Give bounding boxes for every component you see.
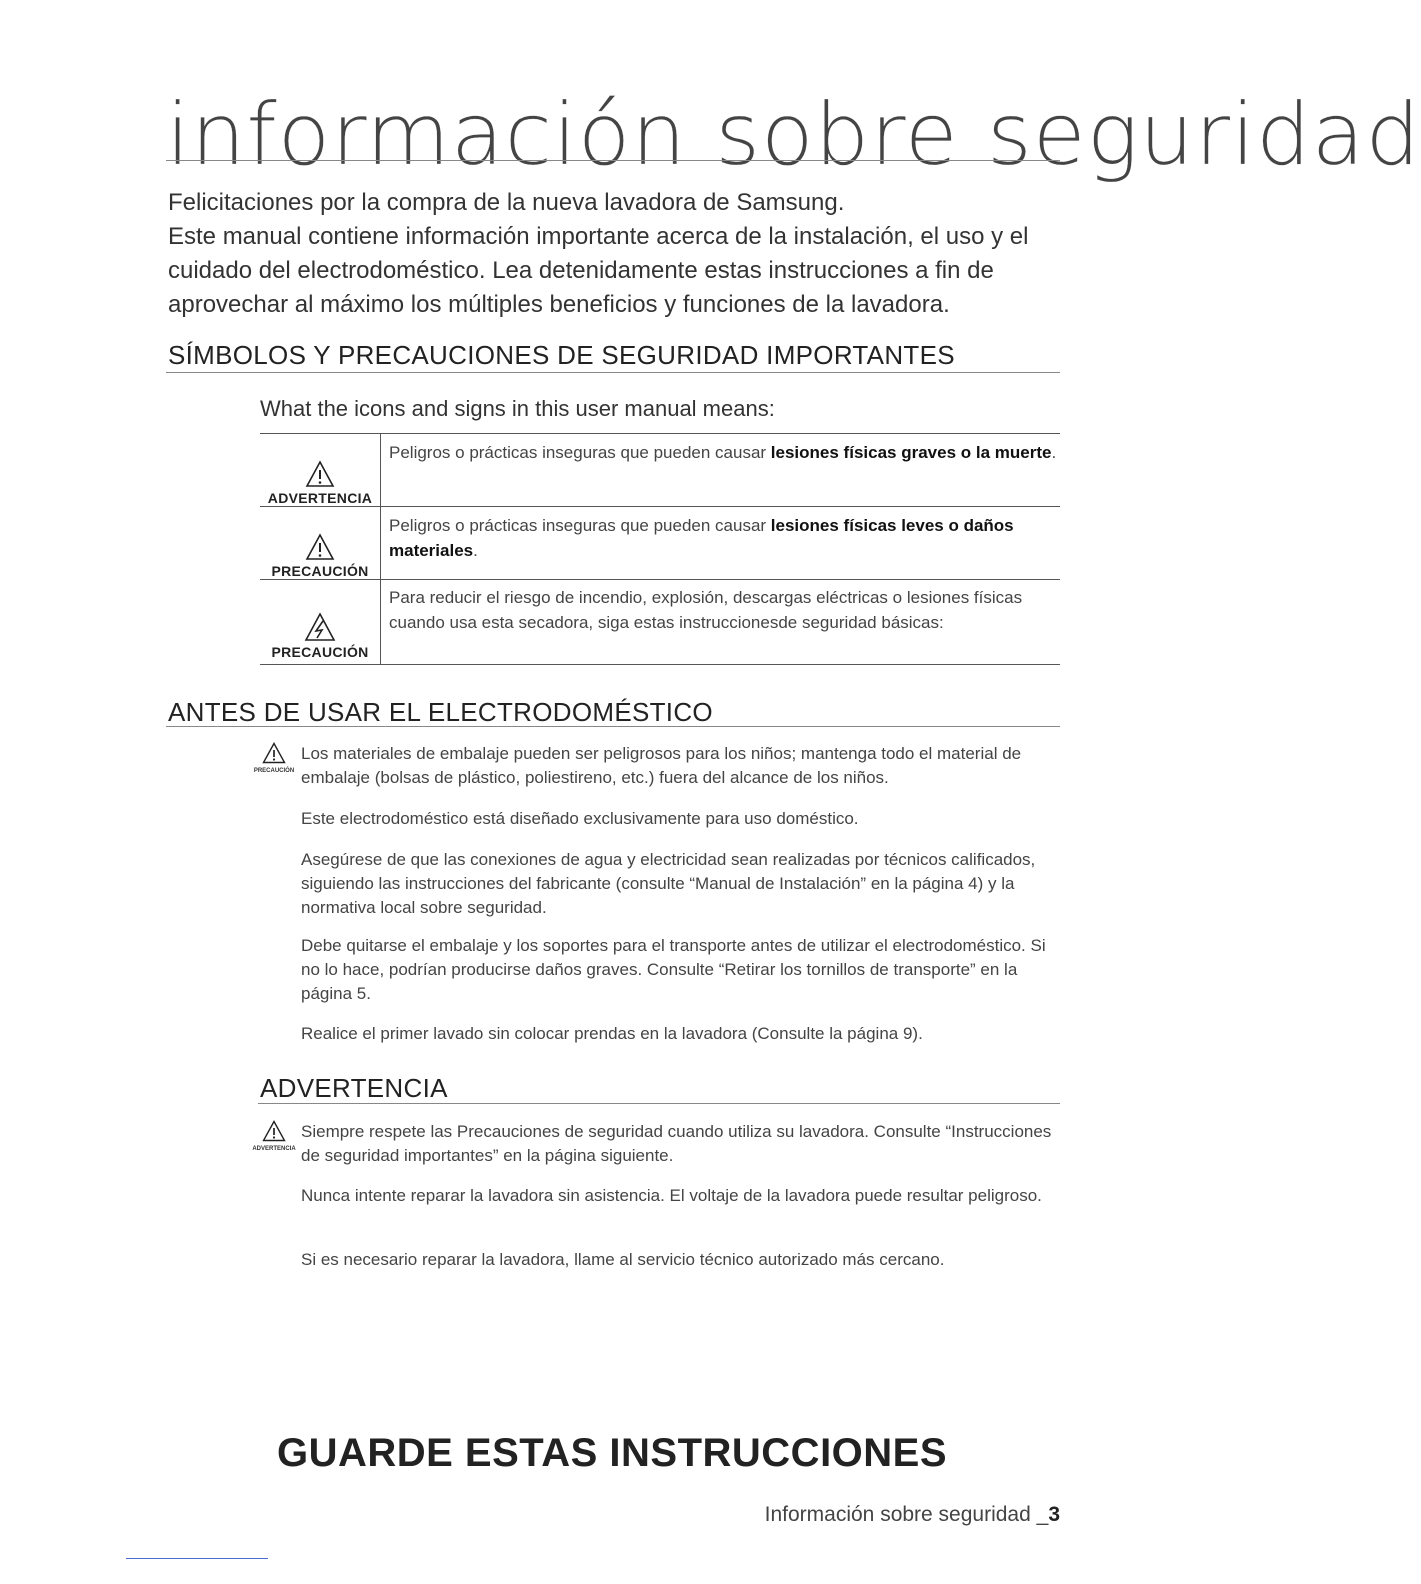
paragraph: Si es necesario reparar la lavadora, llame al servicio técnico autorizado más cercano. — [301, 1250, 945, 1269]
warning-triangle-icon — [305, 460, 335, 488]
electric-shock-triangle-icon — [304, 612, 336, 642]
before-use-heading: ANTES DE USAR EL ELECTRODOMÉSTICO — [168, 697, 713, 727]
description-emphasis: lesiones físicas leves o daños materiales — [389, 516, 1014, 560]
table-row — [260, 434, 1060, 507]
description-text: Peligros o prácticas inseguras que pueden causar — [389, 443, 771, 462]
symbol-description — [381, 434, 1061, 507]
caution-bullet — [248, 742, 1068, 790]
before-use-heading-rule — [166, 726, 1060, 727]
symbol-label: PRECAUCIÓN — [271, 563, 369, 579]
warning-triangle-icon — [262, 1120, 286, 1142]
warning-marker-label: ADVERTENCIA — [252, 1146, 296, 1152]
paragraph: Debe quitarse el embalaje y los soportes para el transporte antes de utilizar el electrodoméstico. Si no lo hace, podrían producirse daños graves. Consulte “Retirar los tornillos de transporte” en la página 5. — [301, 936, 1046, 1003]
description-text: Para reducir el riesgo de incendio, explosión, descargas eléctricas o lesiones físicas cuando usa esta secadora, siga estas instruccionesde seguridad básicas: — [389, 588, 1023, 632]
warning-heading: ADVERTENCIA — [260, 1073, 448, 1103]
caution-marker — [248, 742, 300, 774]
intro-line-2: Este manual contiene información importante acerca de la instalación, el uso y el cuidado del electrodoméstico. Lea detenidamente estas instrucciones a fin de aprovechar al máximo los múltiples beneficios y funciones de la lavadora. — [168, 223, 1029, 318]
page-title: información sobre seguridad — [166, 85, 1421, 185]
paragraph: Realice el primer lavado sin colocar prendas en la lavadora (Consulte la página 9). — [301, 1024, 923, 1043]
paragraph: Nunca intente reparar la lavadora sin asistencia. El voltaje de la lavadora puede resultar peligroso. — [301, 1186, 1042, 1205]
symbol-label: ADVERTENCIA — [267, 490, 373, 506]
page-number: 3 — [1048, 1503, 1060, 1526]
caution-marker-label: PRECAUCIÓN — [253, 768, 295, 774]
symbols-table — [260, 433, 1060, 665]
warning-triangle-icon — [305, 533, 335, 561]
footer-section: Información sobre seguridad _ — [764, 1503, 1049, 1526]
table-row — [260, 580, 1060, 665]
warning-triangle-icon — [262, 742, 286, 764]
symbol-description — [381, 580, 1061, 665]
page-footer — [765, 1503, 1060, 1527]
paragraph: Asegúrese de que las conexiones de agua y electricidad sean realizadas por técnicos calificados, siguiendo las instrucciones del fabricante (consulte “Manual de Instalación” en la página 4) y la normativa local sobre seguridad. — [301, 850, 1036, 917]
description-end: . — [1051, 443, 1057, 462]
symbols-subintro: What the icons and signs in this user manual means: — [260, 396, 775, 421]
caution-text: Los materiales de embalaje pueden ser peligrosos para los niños; mantenga todo el material de embalaje (bolsas de plástico, poliestireno, etc.) fuera del alcance de los niños. — [301, 744, 1022, 787]
table-row — [260, 507, 1060, 580]
description-text: Peligros o prácticas inseguras que pueden causar — [389, 516, 771, 535]
description-emphasis: lesiones físicas graves o la muerte — [770, 443, 1052, 462]
intro — [168, 186, 1068, 322]
warning-heading-rule — [258, 1103, 1060, 1104]
description-end: . — [473, 541, 478, 560]
symbol-label: PRECAUCIÓN — [271, 644, 369, 660]
intro-line-1: Felicitaciones por la compra de la nueva lavadora de Samsung. — [168, 189, 845, 216]
symbols-heading: SÍMBOLOS Y PRECAUCIONES DE SEGURIDAD IMPORTANTES — [168, 340, 955, 370]
warning-marker — [248, 1120, 300, 1152]
symbol-description — [381, 507, 1061, 580]
footer-rule — [126, 1558, 268, 1559]
title-rule — [166, 160, 1060, 161]
save-instructions-title: GUARDE ESTAS INSTRUCCIONES — [276, 1431, 948, 1475]
warning-text: Siempre respete las Precauciones de seguridad cuando utiliza su lavadora. Consulte “Instrucciones de seguridad importantes” en la página siguiente. — [301, 1122, 1052, 1165]
warning-bullet — [248, 1120, 1068, 1168]
paragraph: Este electrodoméstico está diseñado exclusivamente para uso doméstico. — [301, 809, 859, 828]
symbols-heading-rule — [166, 372, 1060, 373]
